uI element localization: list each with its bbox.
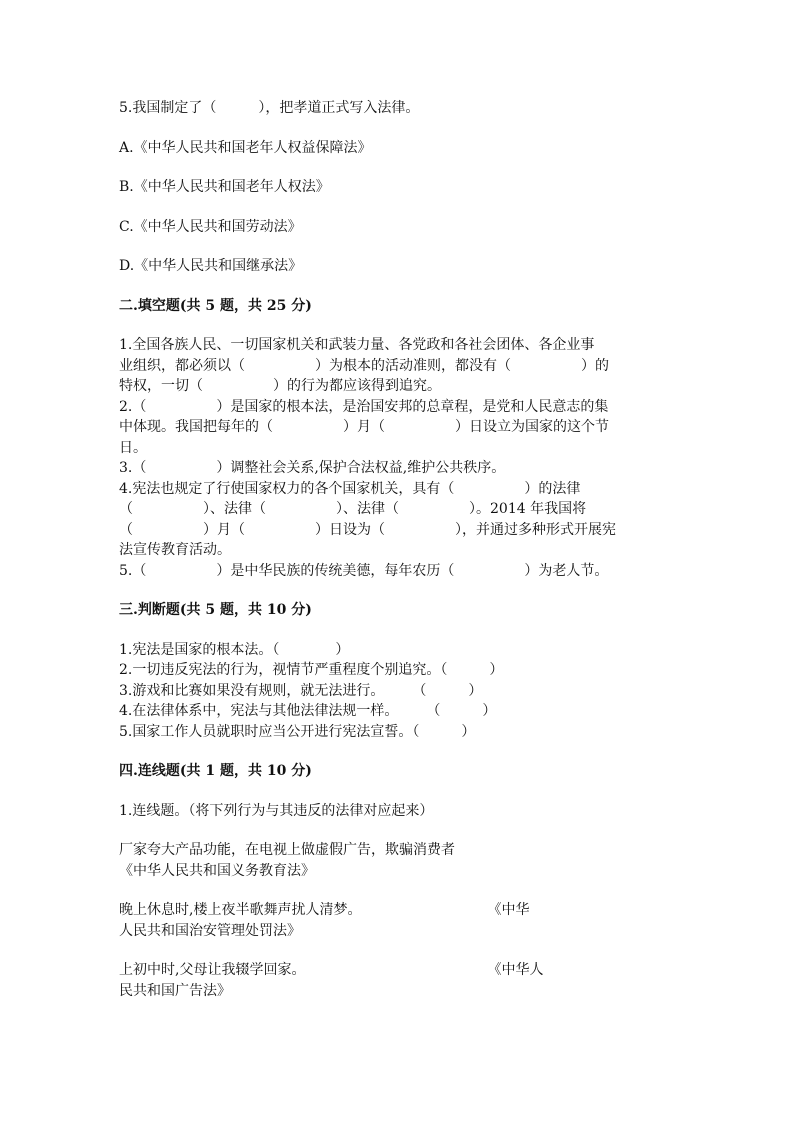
section-heading-fill-blank: 二.填空题(共 5 题，共 25 分) xyxy=(119,297,312,314)
spacer xyxy=(119,198,679,217)
q5-option-a: A.《中华人民共和国老年人权益保障法》 xyxy=(119,139,372,156)
q5-option-d: D.《中华人民共和国继承法》 xyxy=(119,258,303,274)
fill-blank-line: 特权，一切（ ）的行为都应该得到追究。 xyxy=(119,378,441,394)
true-false-item: 1.宪法是国家的根本法。（ ） xyxy=(119,641,350,658)
spacer xyxy=(119,881,679,900)
spacer xyxy=(119,742,679,761)
q5-stem: 5.我国制定了（ ），把孝道正式写入法律。 xyxy=(119,100,420,116)
true-false-item: 5.国家工作人员就职时应当公开进行宪法宣誓。（ ） xyxy=(119,723,476,740)
q5-option-b: B.《中华人民共和国老年人权法》 xyxy=(119,179,330,195)
matching-item-line: 厂家夸大产品功能，在电视上做虚假广告，欺骗消费者 xyxy=(119,842,455,858)
matching-item-line: 《中华人民共和国义务教育法》 xyxy=(119,862,315,879)
spacer xyxy=(119,821,679,840)
fill-blank-line: 业组织，都必须以（ ）为根本的活动准则，都没有（ ）的 xyxy=(119,357,609,374)
matching-question: 1.连线题。（将下列行为与其违反的法律对应起来） xyxy=(119,802,434,819)
spacer xyxy=(119,316,679,335)
true-false-item: 3.游戏和比赛如果没有规则，就无法进行。 （ ） xyxy=(119,682,483,699)
fill-blank-line: 5.（ ）是中华民族的传统美德，每年农历（ ）为老人节。 xyxy=(119,562,609,579)
spacer xyxy=(119,119,679,138)
fill-blank-line: 2.（ ）是国家的根本法，是治国安邦的总章程，是党和人民意志的集 xyxy=(119,398,609,415)
spacer xyxy=(119,782,679,801)
document-content xyxy=(119,98,679,1001)
fill-blank-line: 日。 xyxy=(119,439,147,456)
matching-item-line: 人民共和国治安管理处罚法》 xyxy=(119,922,301,939)
true-false-item: 2.一切违反宪法的行为，视情节严重程度个别追究。（ ） xyxy=(119,662,504,678)
q5-option-c: C.《中华人民共和国劳动法》 xyxy=(119,218,302,235)
fill-blank-line: 4.宪法也规定了行使国家权力的各个国家机关，具有（ ）的法律 xyxy=(119,480,581,497)
spacer xyxy=(119,277,679,296)
section-heading-matching: 四.连线题(共 1 题，共 10 分) xyxy=(119,763,312,779)
spacer xyxy=(119,941,679,960)
fill-blank-line: （ ）、法律（ ）、法律（ ）。2014 年我国将 xyxy=(119,501,587,517)
fill-blank-line: 中体现。我国把每年的（ ）月（ ）日设立为国家的这个节 xyxy=(119,419,609,435)
section-heading-true-false: 三.判断题(共 5 题，共 10 分) xyxy=(119,602,312,618)
spacer xyxy=(119,158,679,177)
true-false-item: 4.在法律体系中，宪法与其他法律法规一样。 （ ） xyxy=(119,703,497,719)
matching-item-line: 晚上休息时,楼上夜半歌舞声扰人清梦。 《中华 xyxy=(119,902,530,918)
spacer xyxy=(119,621,679,640)
fill-blank-line: 1.全国各族人民、一切国家机关和武装力量、各党政和各社会团体、各企业事 xyxy=(119,337,595,353)
matching-item-line: 上初中时,父母让我辍学回家。 《中华人 xyxy=(119,962,544,978)
fill-blank-line: 法宣传教育活动。 xyxy=(119,542,231,558)
spacer xyxy=(119,581,679,600)
spacer xyxy=(119,237,679,256)
matching-item-line: 民共和国广告法》 xyxy=(119,982,231,999)
fill-blank-line: 3.（ ）调整社会关系,保护合法权益,维护公共秩序。 xyxy=(119,460,506,476)
fill-blank-line: （ ）月（ ）日设为（ ），并通过多种形式开展宪 xyxy=(119,521,616,538)
